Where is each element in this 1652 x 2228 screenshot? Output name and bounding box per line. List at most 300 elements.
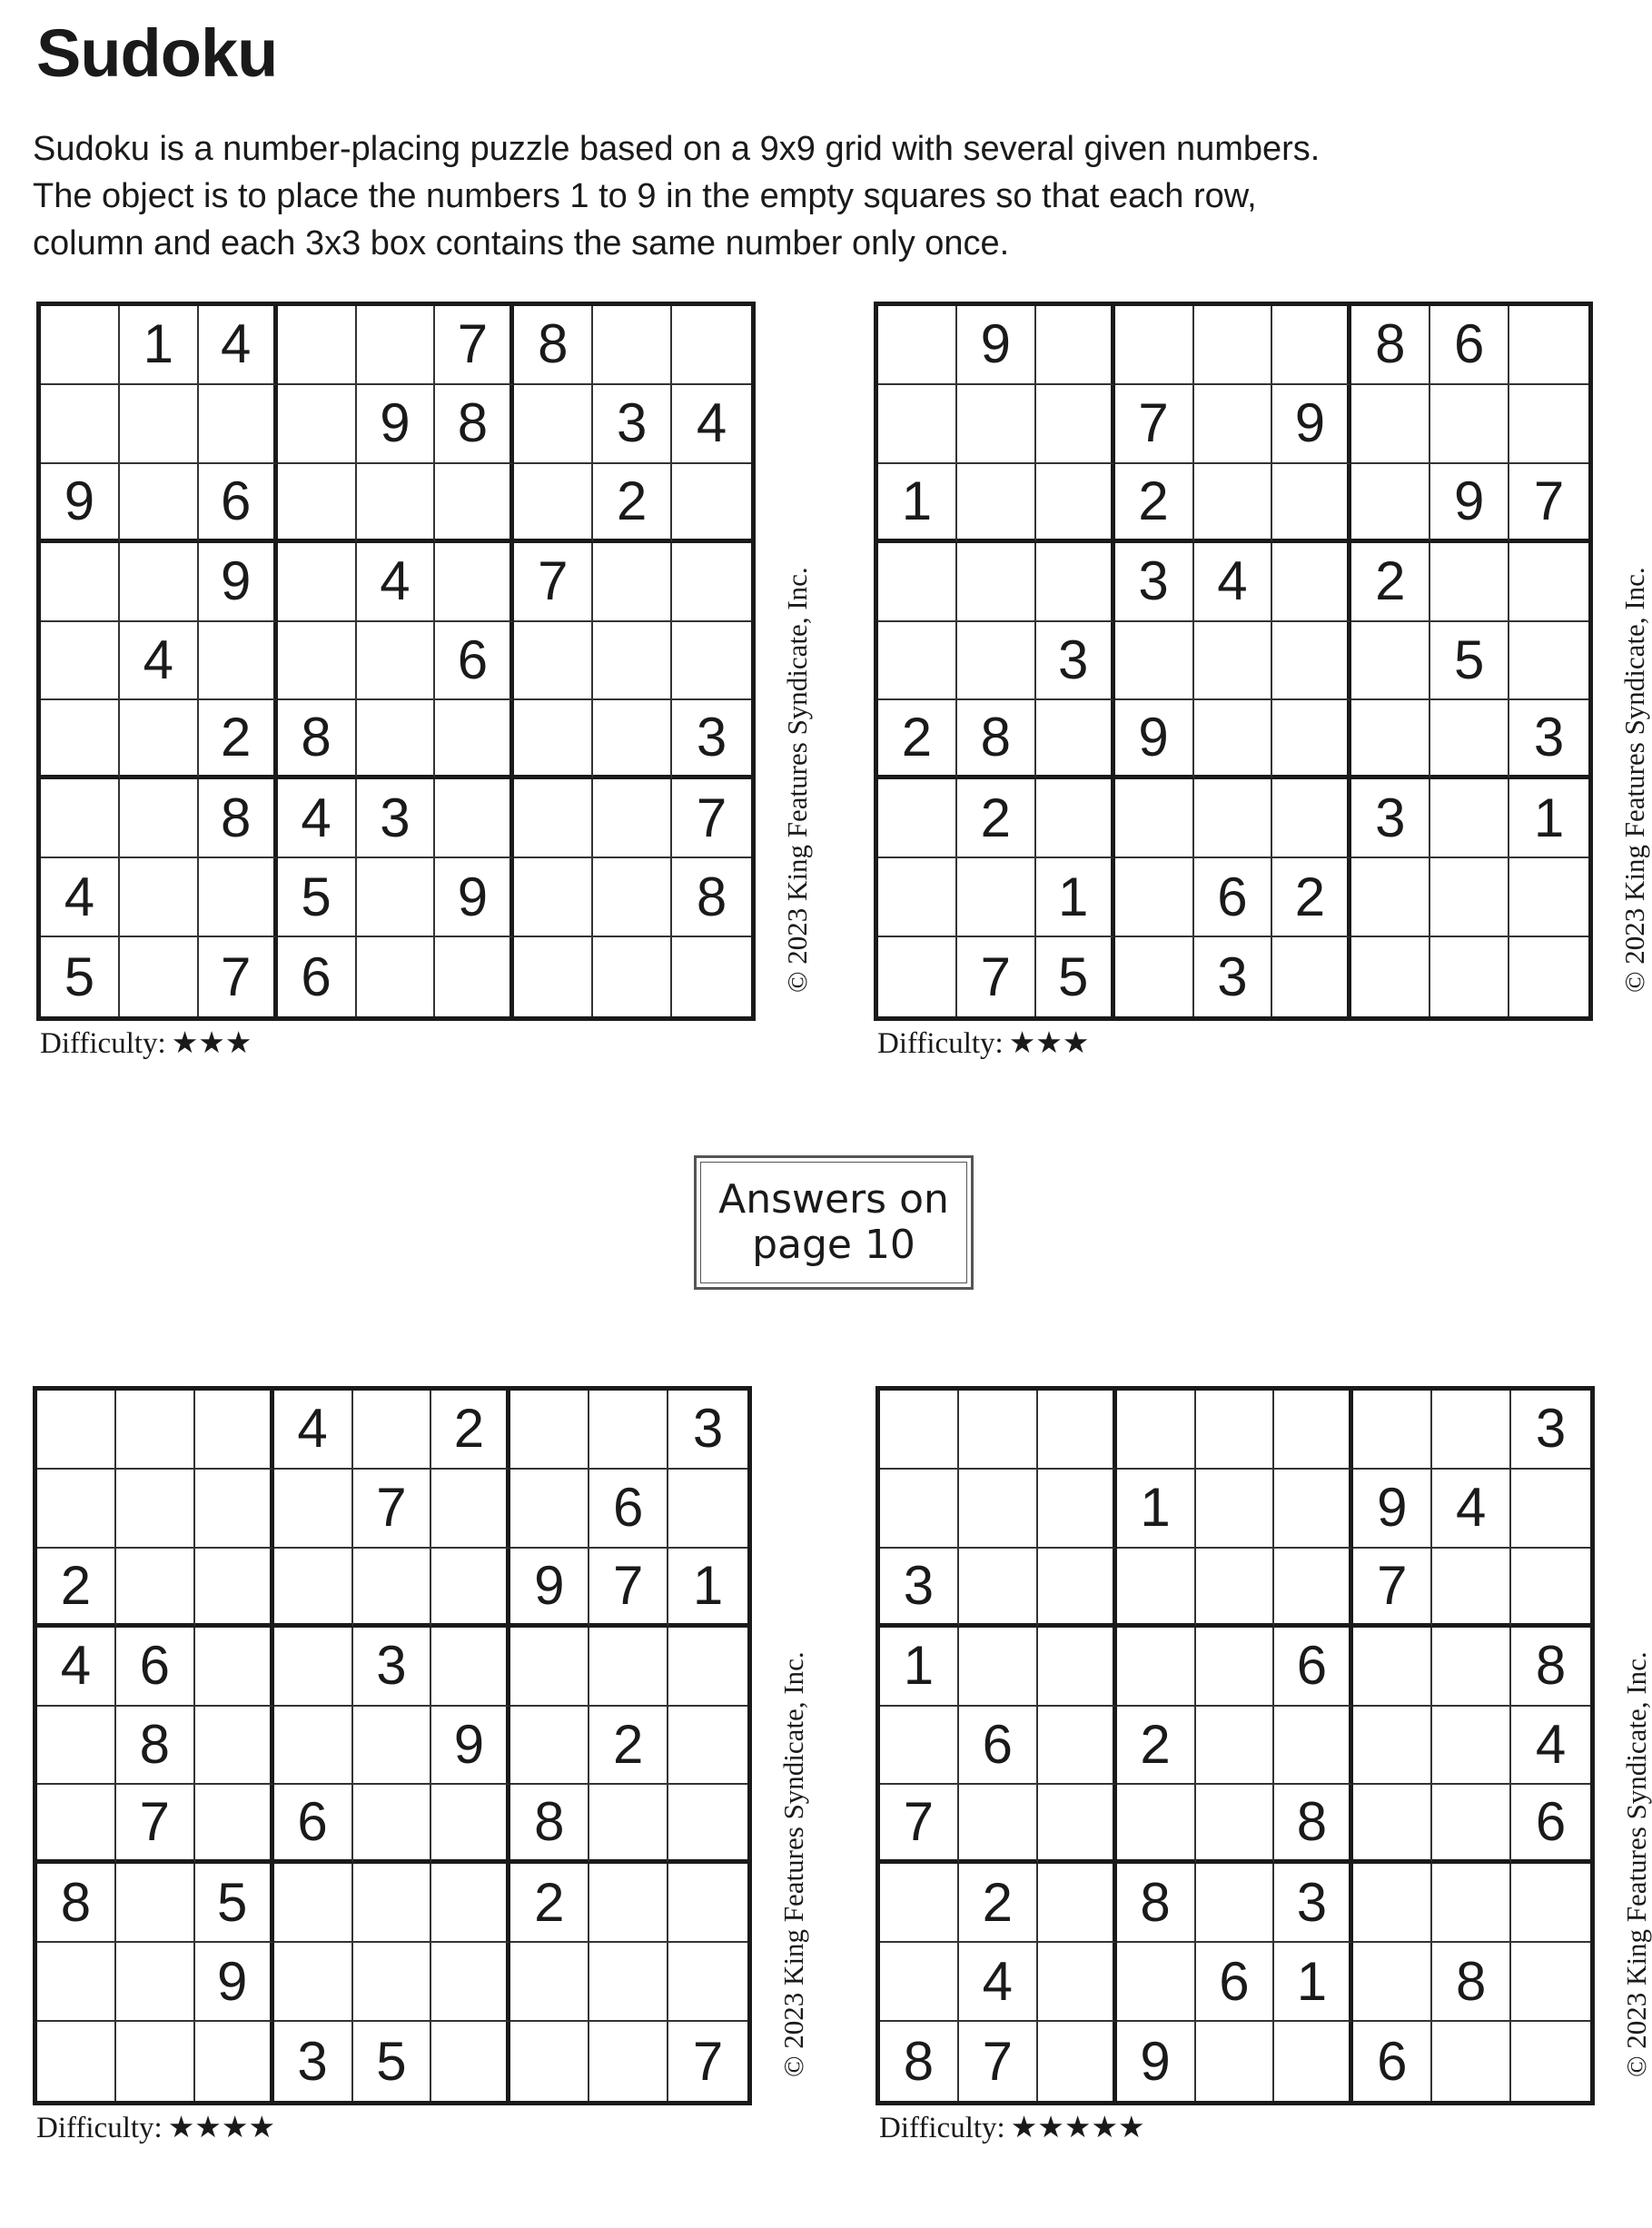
- grid-cell[interactable]: [878, 306, 957, 385]
- grid-cell[interactable]: [880, 1470, 959, 1549]
- grid-cell[interactable]: [431, 1943, 510, 2022]
- grid-cell[interactable]: [1272, 622, 1351, 701]
- grid-cell[interactable]: [435, 937, 514, 1016]
- grid-cell[interactable]: [957, 385, 1036, 464]
- grid-cell[interactable]: 8: [510, 1785, 589, 1864]
- grid-cell[interactable]: 4: [1194, 543, 1273, 622]
- grid-cell[interactable]: [278, 385, 357, 464]
- grid-cell[interactable]: [1353, 1707, 1432, 1786]
- grid-cell[interactable]: [1036, 464, 1115, 543]
- grid-cell[interactable]: [1509, 385, 1588, 464]
- grid-cell[interactable]: 3: [880, 1549, 959, 1628]
- grid-cell[interactable]: [41, 385, 120, 464]
- grid-cell[interactable]: [593, 543, 672, 622]
- grid-cell[interactable]: [195, 1628, 274, 1707]
- grid-cell[interactable]: 4: [357, 543, 436, 622]
- grid-cell[interactable]: [1196, 1470, 1275, 1549]
- grid-cell[interactable]: 2: [510, 1864, 589, 1943]
- grid-cell[interactable]: [1036, 385, 1115, 464]
- grid-cell[interactable]: [510, 1628, 589, 1707]
- grid-cell[interactable]: 9: [199, 543, 278, 622]
- grid-cell[interactable]: [357, 858, 436, 937]
- grid-cell[interactable]: [957, 858, 1036, 937]
- grid-cell[interactable]: [1511, 2022, 1590, 2101]
- grid-cell[interactable]: [959, 1785, 1038, 1864]
- grid-cell[interactable]: [37, 2022, 116, 2101]
- grid-cell[interactable]: [120, 700, 199, 779]
- grid-cell[interactable]: [1274, 2022, 1353, 2101]
- grid-cell[interactable]: [353, 1943, 432, 2022]
- grid-cell[interactable]: [1036, 779, 1115, 858]
- grid-cell[interactable]: 4: [199, 306, 278, 385]
- grid-cell[interactable]: [431, 1628, 510, 1707]
- grid-cell[interactable]: 6: [435, 622, 514, 701]
- grid-cell[interactable]: [1196, 1707, 1275, 1786]
- grid-cell[interactable]: [1430, 543, 1509, 622]
- grid-cell[interactable]: [959, 1391, 1038, 1470]
- grid-cell[interactable]: [274, 1707, 353, 1786]
- grid-cell[interactable]: [1353, 1628, 1432, 1707]
- grid-cell[interactable]: 6: [1274, 1628, 1353, 1707]
- grid-cell[interactable]: [668, 1785, 747, 1864]
- grid-cell[interactable]: [274, 1549, 353, 1628]
- grid-cell[interactable]: 9: [41, 464, 120, 543]
- grid-cell[interactable]: [1353, 1943, 1432, 2022]
- grid-cell[interactable]: 2: [431, 1391, 510, 1470]
- grid-cell[interactable]: 4: [274, 1391, 353, 1470]
- grid-cell[interactable]: [880, 1391, 959, 1470]
- grid-cell[interactable]: 3: [353, 1628, 432, 1707]
- grid-cell[interactable]: [1194, 622, 1273, 701]
- grid-cell[interactable]: [199, 858, 278, 937]
- grid-cell[interactable]: 7: [353, 1470, 432, 1549]
- grid-cell[interactable]: 6: [1511, 1785, 1590, 1864]
- grid-cell[interactable]: 7: [880, 1785, 959, 1864]
- grid-cell[interactable]: [959, 1628, 1038, 1707]
- grid-cell[interactable]: [116, 1470, 195, 1549]
- grid-cell[interactable]: [668, 1707, 747, 1786]
- grid-cell[interactable]: [120, 937, 199, 1016]
- grid-cell[interactable]: [435, 700, 514, 779]
- grid-cell[interactable]: [431, 1470, 510, 1549]
- grid-cell[interactable]: [120, 385, 199, 464]
- grid-cell[interactable]: [878, 779, 957, 858]
- grid-cell[interactable]: [1115, 622, 1194, 701]
- grid-cell[interactable]: [957, 464, 1036, 543]
- grid-cell[interactable]: [1511, 1864, 1590, 1943]
- grid-cell[interactable]: 8: [278, 700, 357, 779]
- grid-cell[interactable]: [41, 543, 120, 622]
- grid-cell[interactable]: [514, 858, 593, 937]
- grid-cell[interactable]: [1196, 2022, 1275, 2101]
- grid-cell[interactable]: [880, 1943, 959, 2022]
- grid-cell[interactable]: 2: [959, 1864, 1038, 1943]
- grid-cell[interactable]: [959, 1549, 1038, 1628]
- grid-cell[interactable]: 6: [1194, 858, 1273, 937]
- grid-cell[interactable]: 8: [1351, 306, 1430, 385]
- grid-cell[interactable]: [41, 306, 120, 385]
- grid-cell[interactable]: 3: [1274, 1864, 1353, 1943]
- grid-cell[interactable]: [1038, 1943, 1117, 2022]
- grid-cell[interactable]: 6: [1353, 2022, 1432, 2101]
- grid-cell[interactable]: [514, 464, 593, 543]
- grid-cell[interactable]: 6: [274, 1785, 353, 1864]
- grid-cell[interactable]: [878, 858, 957, 937]
- grid-cell[interactable]: 8: [1511, 1628, 1590, 1707]
- grid-cell[interactable]: [278, 306, 357, 385]
- grid-cell[interactable]: [116, 2022, 195, 2101]
- grid-cell[interactable]: [1272, 464, 1351, 543]
- grid-cell[interactable]: [1038, 1864, 1117, 1943]
- grid-cell[interactable]: [37, 1785, 116, 1864]
- grid-cell[interactable]: [880, 1864, 959, 1943]
- grid-cell[interactable]: 3: [1194, 937, 1273, 1016]
- grid-cell[interactable]: 1: [668, 1549, 747, 1628]
- grid-cell[interactable]: 8: [514, 306, 593, 385]
- grid-cell[interactable]: 4: [41, 858, 120, 937]
- grid-cell[interactable]: 2: [1351, 543, 1430, 622]
- grid-cell[interactable]: [510, 2022, 589, 2101]
- grid-cell[interactable]: [1115, 779, 1194, 858]
- grid-cell[interactable]: [1432, 1707, 1511, 1786]
- grid-cell[interactable]: [672, 306, 751, 385]
- grid-cell[interactable]: [1353, 1864, 1432, 1943]
- grid-cell[interactable]: [880, 1707, 959, 1786]
- grid-cell[interactable]: [357, 937, 436, 1016]
- grid-cell[interactable]: 9: [957, 306, 1036, 385]
- grid-cell[interactable]: 8: [116, 1707, 195, 1786]
- grid-cell[interactable]: [1038, 1707, 1117, 1786]
- grid-cell[interactable]: [514, 779, 593, 858]
- grid-cell[interactable]: [1117, 1943, 1196, 2022]
- grid-cell[interactable]: 6: [278, 937, 357, 1016]
- grid-cell[interactable]: [1430, 779, 1509, 858]
- grid-cell[interactable]: [1509, 622, 1588, 701]
- grid-cell[interactable]: [1274, 1470, 1353, 1549]
- grid-cell[interactable]: [1117, 1628, 1196, 1707]
- grid-cell[interactable]: 4: [672, 385, 751, 464]
- grid-cell[interactable]: [195, 1707, 274, 1786]
- grid-cell[interactable]: 7: [692, 2030, 724, 2092]
- grid-cell[interactable]: 4: [120, 622, 199, 701]
- grid-cell[interactable]: 7: [959, 2022, 1038, 2101]
- grid-cell[interactable]: [1038, 1785, 1117, 1864]
- grid-cell[interactable]: [357, 622, 436, 701]
- grid-cell[interactable]: [199, 385, 278, 464]
- grid-cell[interactable]: 8: [957, 700, 1036, 779]
- grid-cell[interactable]: 7: [1509, 464, 1588, 543]
- grid-cell[interactable]: 7: [1115, 385, 1194, 464]
- grid-cell[interactable]: [357, 306, 436, 385]
- grid-cell[interactable]: 7: [435, 306, 514, 385]
- grid-cell[interactable]: [589, 1628, 668, 1707]
- grid-cell[interactable]: [1038, 1391, 1117, 1470]
- grid-cell[interactable]: 3: [1509, 700, 1588, 779]
- grid-cell[interactable]: [1351, 700, 1430, 779]
- grid-cell[interactable]: [1272, 543, 1351, 622]
- grid-cell[interactable]: 5: [195, 1864, 274, 1943]
- grid-cell[interactable]: 4: [1511, 1707, 1590, 1786]
- grid-cell[interactable]: [1509, 306, 1588, 385]
- grid-cell[interactable]: [514, 622, 593, 701]
- grid-cell[interactable]: [1430, 700, 1509, 779]
- grid-cell[interactable]: [353, 1785, 432, 1864]
- grid-cell[interactable]: [593, 858, 672, 937]
- grid-cell[interactable]: [1272, 779, 1351, 858]
- grid-cell[interactable]: [435, 779, 514, 858]
- grid-cell[interactable]: [1036, 700, 1115, 779]
- grid-cell[interactable]: [116, 1391, 195, 1470]
- grid-cell[interactable]: 7: [199, 937, 278, 1016]
- grid-cell[interactable]: [278, 622, 357, 701]
- grid-cell[interactable]: 2: [1115, 464, 1194, 543]
- grid-cell[interactable]: [1196, 1628, 1275, 1707]
- grid-cell[interactable]: [514, 700, 593, 779]
- grid-cell[interactable]: [957, 622, 1036, 701]
- grid-cell[interactable]: [199, 622, 278, 701]
- grid-cell[interactable]: [431, 1864, 510, 1943]
- grid-cell[interactable]: [1432, 2022, 1511, 2101]
- grid-cell[interactable]: [1274, 1707, 1353, 1786]
- grid-cell[interactable]: [593, 306, 672, 385]
- grid-cell[interactable]: [1038, 2022, 1117, 2101]
- grid-cell[interactable]: [1194, 700, 1273, 779]
- grid-cell[interactable]: 8: [1117, 1864, 1196, 1943]
- grid-cell[interactable]: [37, 1470, 116, 1549]
- grid-cell[interactable]: [431, 1549, 510, 1628]
- grid-cell[interactable]: [1430, 937, 1509, 1016]
- grid-cell[interactable]: 5: [41, 937, 120, 1016]
- grid-cell[interactable]: [1274, 1391, 1353, 1470]
- grid-cell[interactable]: [668, 1864, 747, 1943]
- grid-cell[interactable]: [1117, 1549, 1196, 1628]
- grid-cell[interactable]: [274, 1943, 353, 2022]
- grid-cell[interactable]: [195, 1391, 274, 1470]
- grid-cell[interactable]: [878, 937, 957, 1016]
- grid-cell[interactable]: 4: [278, 779, 357, 858]
- grid-cell[interactable]: [1196, 1549, 1275, 1628]
- grid-cell[interactable]: [1509, 543, 1588, 622]
- grid-cell[interactable]: 2: [957, 779, 1036, 858]
- grid-cell[interactable]: [1196, 1391, 1275, 1470]
- grid-cell[interactable]: [41, 622, 120, 701]
- grid-cell[interactable]: 7: [589, 1549, 668, 1628]
- grid-cell[interactable]: [353, 1391, 432, 1470]
- grid-cell[interactable]: [1272, 937, 1351, 1016]
- grid-cell[interactable]: [1036, 543, 1115, 622]
- grid-cell[interactable]: [120, 464, 199, 543]
- grid-cell[interactable]: [357, 464, 436, 543]
- grid-cell[interactable]: 1: [1509, 779, 1588, 858]
- grid-cell[interactable]: [1353, 1785, 1432, 1864]
- grid-cell[interactable]: [1351, 385, 1430, 464]
- grid-cell[interactable]: 3: [1115, 543, 1194, 622]
- grid-cell[interactable]: [1432, 1391, 1511, 1470]
- grid-cell[interactable]: [116, 1549, 195, 1628]
- grid-cell[interactable]: [41, 700, 120, 779]
- grid-cell[interactable]: [1511, 1943, 1590, 2022]
- grid-cell[interactable]: 2: [593, 464, 672, 543]
- grid-cell[interactable]: [435, 543, 514, 622]
- grid-cell[interactable]: [1115, 858, 1194, 937]
- grid-cell[interactable]: [1194, 779, 1273, 858]
- grid-cell[interactable]: [878, 543, 957, 622]
- grid-cell[interactable]: [37, 1391, 116, 1470]
- grid-cell[interactable]: [510, 1943, 589, 2022]
- grid-cell[interactable]: [589, 2022, 668, 2101]
- grid-cell[interactable]: [1432, 1549, 1511, 1628]
- grid-cell[interactable]: 5: [1430, 622, 1509, 701]
- grid-cell[interactable]: [1274, 1549, 1353, 1628]
- grid-cell[interactable]: [1509, 937, 1588, 1016]
- grid-cell[interactable]: 4: [959, 1943, 1038, 2022]
- grid-cell[interactable]: [514, 385, 593, 464]
- grid-cell[interactable]: 3: [1511, 1391, 1590, 1470]
- grid-cell[interactable]: [353, 1549, 432, 1628]
- grid-cell[interactable]: [41, 779, 120, 858]
- grid-cell[interactable]: 3: [357, 779, 436, 858]
- grid-cell[interactable]: 9: [1272, 385, 1351, 464]
- grid-cell[interactable]: [120, 543, 199, 622]
- grid-cell[interactable]: 9: [1353, 1470, 1432, 1549]
- grid-cell[interactable]: [1351, 464, 1430, 543]
- grid-cell[interactable]: 8: [1274, 1785, 1353, 1864]
- grid-cell[interactable]: 9: [435, 858, 514, 937]
- grid-cell[interactable]: 8: [199, 779, 278, 858]
- grid-cell[interactable]: [589, 1943, 668, 2022]
- grid-cell[interactable]: [116, 1864, 195, 1943]
- grid-cell[interactable]: [593, 622, 672, 701]
- grid-cell[interactable]: [1036, 306, 1115, 385]
- grid-cell[interactable]: 7: [1353, 1549, 1432, 1628]
- grid-cell[interactable]: [1272, 306, 1351, 385]
- grid-cell[interactable]: 5: [1036, 937, 1115, 1016]
- grid-cell[interactable]: 8: [1432, 1943, 1511, 2022]
- grid-cell[interactable]: 1: [880, 1628, 959, 1707]
- grid-cell[interactable]: [1272, 700, 1351, 779]
- grid-cell[interactable]: 2: [1272, 858, 1351, 937]
- grid-cell[interactable]: [672, 937, 751, 1016]
- grid-cell[interactable]: 7: [672, 779, 751, 858]
- grid-cell[interactable]: [668, 1943, 747, 2022]
- grid-cell[interactable]: 7: [116, 1785, 195, 1864]
- grid-cell[interactable]: [510, 1707, 589, 1786]
- grid-cell[interactable]: [116, 1943, 195, 2022]
- grid-cell[interactable]: 6: [959, 1707, 1038, 1786]
- grid-cell[interactable]: [589, 1864, 668, 1943]
- grid-cell[interactable]: [1038, 1470, 1117, 1549]
- grid-cell[interactable]: [274, 1864, 353, 1943]
- grid-cell[interactable]: [1038, 1549, 1117, 1628]
- grid-cell[interactable]: [357, 700, 436, 779]
- grid-cell[interactable]: 5: [278, 858, 357, 937]
- grid-cell[interactable]: [195, 1549, 274, 1628]
- grid-cell[interactable]: [878, 385, 957, 464]
- grid-cell[interactable]: 6: [589, 1470, 668, 1549]
- grid-cell[interactable]: 6: [116, 1628, 195, 1707]
- grid-cell[interactable]: [510, 1470, 589, 1549]
- grid-cell[interactable]: [278, 543, 357, 622]
- grid-cell[interactable]: [120, 779, 199, 858]
- grid-cell[interactable]: [1432, 1785, 1511, 1864]
- grid-cell[interactable]: 3: [1036, 622, 1115, 701]
- grid-cell[interactable]: [1430, 385, 1509, 464]
- grid-cell[interactable]: [1353, 1391, 1432, 1470]
- grid-cell[interactable]: 3: [668, 1391, 747, 1470]
- grid-cell[interactable]: [1115, 306, 1194, 385]
- grid-cell[interactable]: 2: [37, 1549, 116, 1628]
- grid-cell[interactable]: 2: [589, 1707, 668, 1786]
- grid-cell[interactable]: [1432, 1628, 1511, 1707]
- grid-cell[interactable]: 8: [435, 385, 514, 464]
- grid-cell[interactable]: [1117, 1785, 1196, 1864]
- grid-cell[interactable]: 9: [431, 1707, 510, 1786]
- grid-cell[interactable]: [510, 1391, 589, 1470]
- grid-cell[interactable]: [274, 1470, 353, 1549]
- grid-cell[interactable]: [431, 2022, 510, 2101]
- grid-cell[interactable]: [593, 779, 672, 858]
- grid-cell[interactable]: [278, 464, 357, 543]
- grid-cell[interactable]: 3: [672, 700, 751, 779]
- grid-cell[interactable]: [1351, 937, 1430, 1016]
- grid-cell[interactable]: [1038, 1628, 1117, 1707]
- grid-cell[interactable]: 6: [199, 464, 278, 543]
- grid-cell[interactable]: 1: [1036, 858, 1115, 937]
- grid-cell[interactable]: [37, 1707, 116, 1786]
- grid-cell[interactable]: [120, 858, 199, 937]
- grid-cell[interactable]: [1194, 464, 1273, 543]
- grid-cell[interactable]: [195, 2022, 274, 2101]
- grid-cell[interactable]: 6: [1196, 1943, 1275, 2022]
- grid-cell[interactable]: 5: [353, 2022, 432, 2101]
- grid-cell[interactable]: [1194, 306, 1273, 385]
- grid-cell[interactable]: [353, 1864, 432, 1943]
- grid-cell[interactable]: [589, 1391, 668, 1470]
- grid-cell[interactable]: [1511, 1470, 1590, 1549]
- grid-cell[interactable]: 1: [878, 464, 957, 543]
- grid-cell[interactable]: [589, 1785, 668, 1864]
- grid-cell[interactable]: [435, 464, 514, 543]
- grid-cell[interactable]: [593, 700, 672, 779]
- grid-cell[interactable]: 9: [195, 1943, 274, 2022]
- grid-cell[interactable]: [431, 1785, 510, 1864]
- grid-cell[interactable]: [37, 1943, 116, 2022]
- grid-cell[interactable]: [672, 464, 751, 543]
- grid-cell[interactable]: [195, 1785, 274, 1864]
- grid-cell[interactable]: 3: [593, 385, 672, 464]
- grid-cell[interactable]: 4: [1432, 1470, 1511, 1549]
- grid-cell[interactable]: [672, 543, 751, 622]
- grid-cell[interactable]: 9: [1117, 2022, 1196, 2101]
- grid-cell[interactable]: [274, 1628, 353, 1707]
- grid-cell[interactable]: [1351, 622, 1430, 701]
- grid-cell[interactable]: 6: [1430, 306, 1509, 385]
- grid-cell[interactable]: 8: [672, 858, 751, 937]
- grid-cell[interactable]: 8: [37, 1864, 116, 1943]
- grid-cell[interactable]: [1115, 937, 1194, 1016]
- grid-cell[interactable]: 7: [514, 543, 593, 622]
- grid-cell[interactable]: 7: [957, 937, 1036, 1016]
- grid-cell[interactable]: [1509, 858, 1588, 937]
- grid-cell[interactable]: [957, 543, 1036, 622]
- grid-cell[interactable]: 3: [1351, 779, 1430, 858]
- grid-cell[interactable]: [1351, 858, 1430, 937]
- grid-cell[interactable]: [593, 937, 672, 1016]
- grid-cell[interactable]: 2: [878, 700, 957, 779]
- grid-cell[interactable]: 4: [37, 1628, 116, 1707]
- grid-cell[interactable]: [1194, 385, 1273, 464]
- grid-cell[interactable]: 1: [120, 306, 199, 385]
